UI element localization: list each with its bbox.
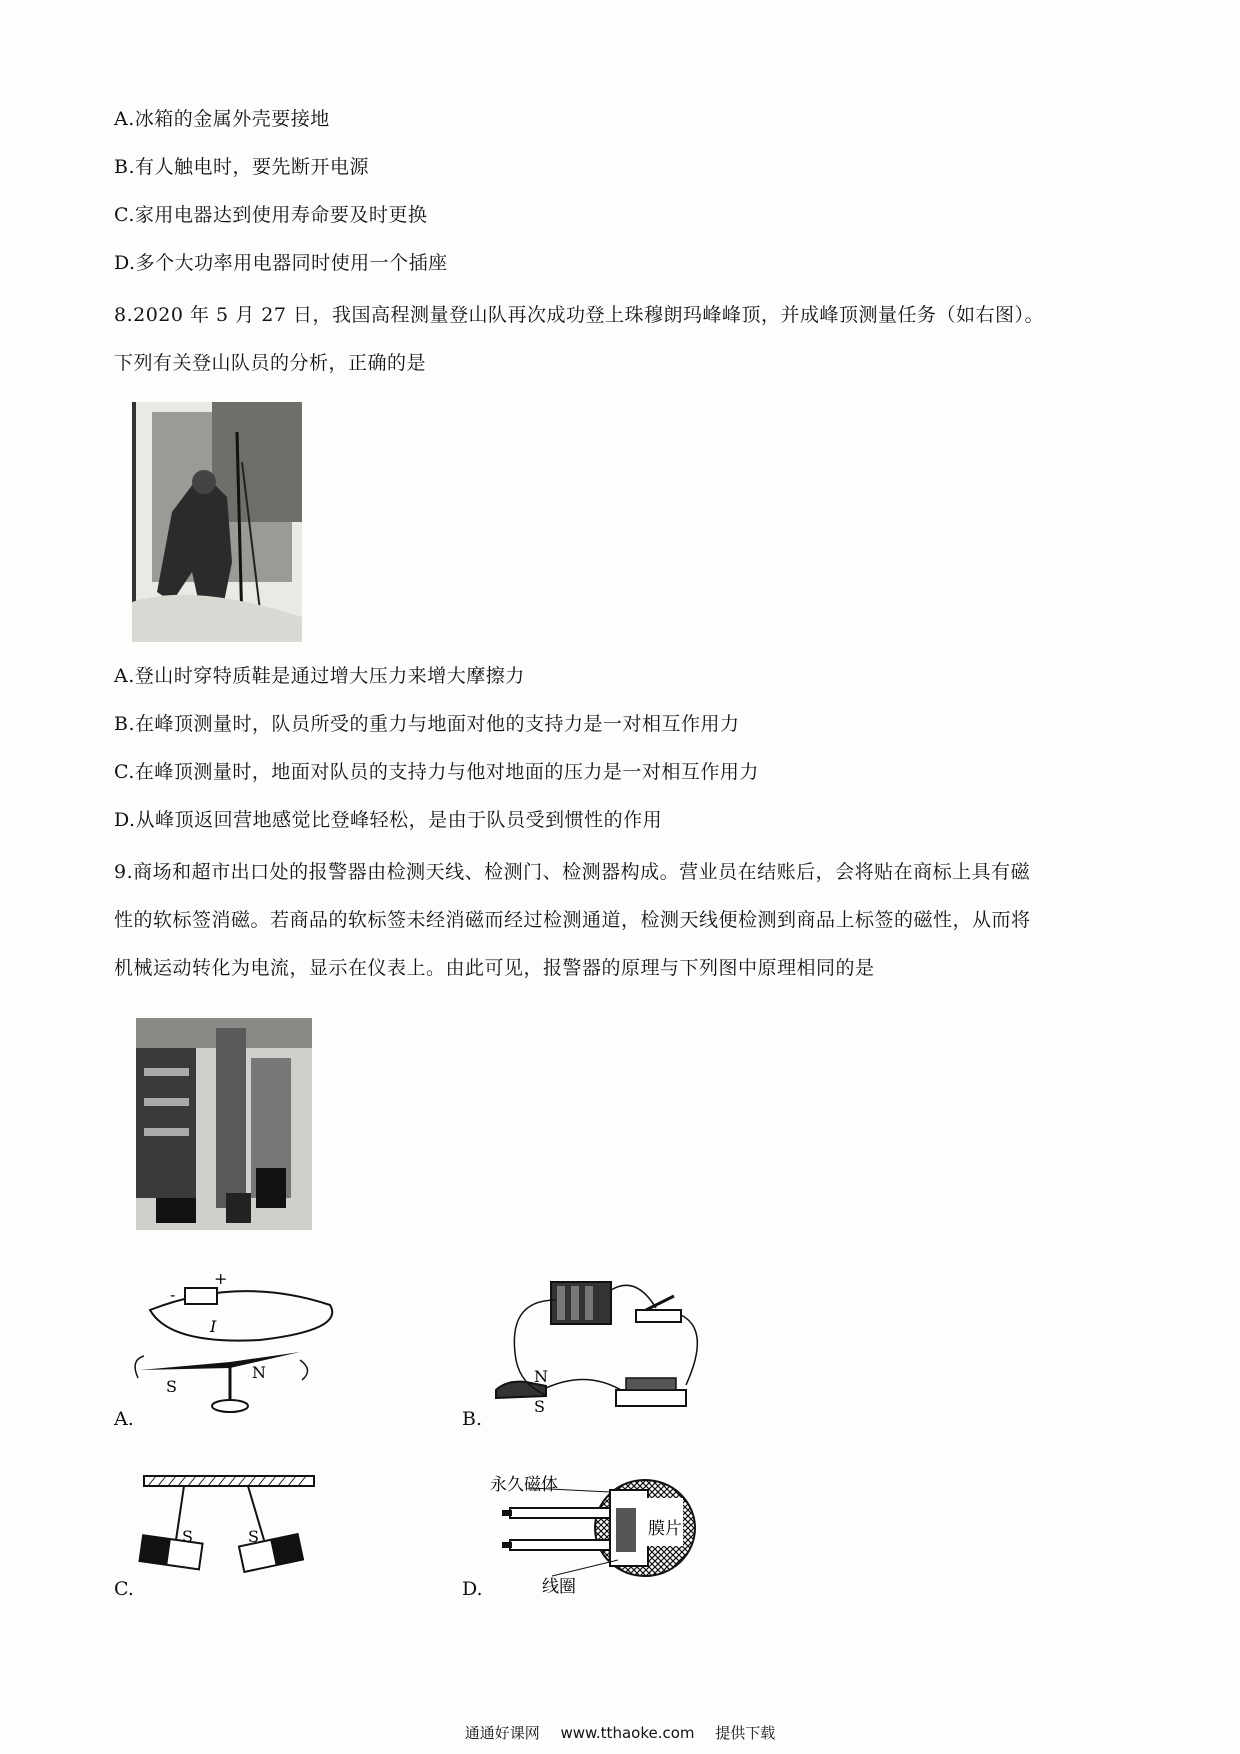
- q9-stem-line1: 9.商场和超市出口处的报警器由检测天线、检测门、检测器构成。营业员在结账后，会将贴在商标上具有磁: [114, 861, 1031, 883]
- q8-stem-line2: 下列有关登山队员的分析，正确的是: [114, 352, 427, 374]
- q8-option-c: C.在峰顶测量时，地面对队员的支持力与他对地面的压力是一对相互作用力: [114, 761, 759, 783]
- option-d-label: D.: [462, 1578, 483, 1600]
- battery-plus-sign: +: [214, 1270, 228, 1288]
- q9-stem-line3: 机械运动转化为电流，显示在仪表上。由此可见，报警器的原理与下列图中原理相同的是: [114, 957, 875, 979]
- q9-stem-line2: 性的软标签消磁。若商品的软标签未经消磁而经过检测通道，检测天线便检测到商品上标签的磁性，从而将: [114, 909, 1031, 931]
- magnet-n-label: N: [534, 1367, 548, 1386]
- store-gate-photo: [136, 1018, 312, 1230]
- q7-option-b: B.有人触电时，要先断开电源: [114, 156, 370, 178]
- option-a-oersted-figure: [130, 1270, 350, 1420]
- q8-option-a: A.登山时穿特质鞋是通过增大压力来增大摩擦力: [114, 665, 525, 687]
- needle-n-label: N: [252, 1363, 266, 1382]
- left-magnet-s-label: S: [182, 1527, 193, 1546]
- q8-stem-line1: 8.2020 年 5 月 27 日，我国高程测量登山队再次成功登上珠穆朗玛峰峰顶，并成峰顶测量任务（如右图）。: [114, 304, 1044, 326]
- current-label: I: [210, 1317, 217, 1336]
- footer-url-link[interactable]: www.tthaoke.com: [560, 1724, 695, 1742]
- footer-note: 提供下载: [715, 1724, 776, 1742]
- option-a-label: A.: [114, 1408, 134, 1430]
- coil-label: 线圈: [542, 1577, 576, 1597]
- needle-s-label: S: [166, 1377, 177, 1396]
- option-b-motor-figure: [486, 1270, 716, 1420]
- q7-option-d: D.多个大功率用电器同时使用一个插座: [114, 252, 448, 274]
- climber-photo: [132, 402, 302, 642]
- option-c-magnets-figure: [136, 1468, 322, 1588]
- diaphragm-label: 膜片: [648, 1519, 682, 1539]
- right-magnet-s-label: S: [248, 1527, 259, 1546]
- footer-site-name: 通通好课网: [464, 1724, 540, 1742]
- q7-option-c: C.家用电器达到使用寿命要及时更换: [114, 204, 428, 226]
- permanent-magnet-label: 永久磁体: [490, 1475, 558, 1495]
- q8-option-d: D.从峰顶返回营地感觉比登峰轻松，是由于队员受到惯性的作用: [114, 809, 663, 831]
- q7-option-a: A.冰箱的金属外壳要接地: [114, 108, 330, 130]
- page-footer: [0, 1722, 1240, 1743]
- q8-option-b: B.在峰顶测量时，队员所受的重力与地面对他的支持力是一对相互作用力: [114, 713, 740, 735]
- battery-minus-sign: -: [170, 1285, 176, 1304]
- magnet-s-label: S: [534, 1397, 545, 1416]
- option-c-label: C.: [114, 1578, 134, 1600]
- option-d-microphone-figure: [490, 1468, 710, 1598]
- option-b-label: B.: [462, 1408, 483, 1430]
